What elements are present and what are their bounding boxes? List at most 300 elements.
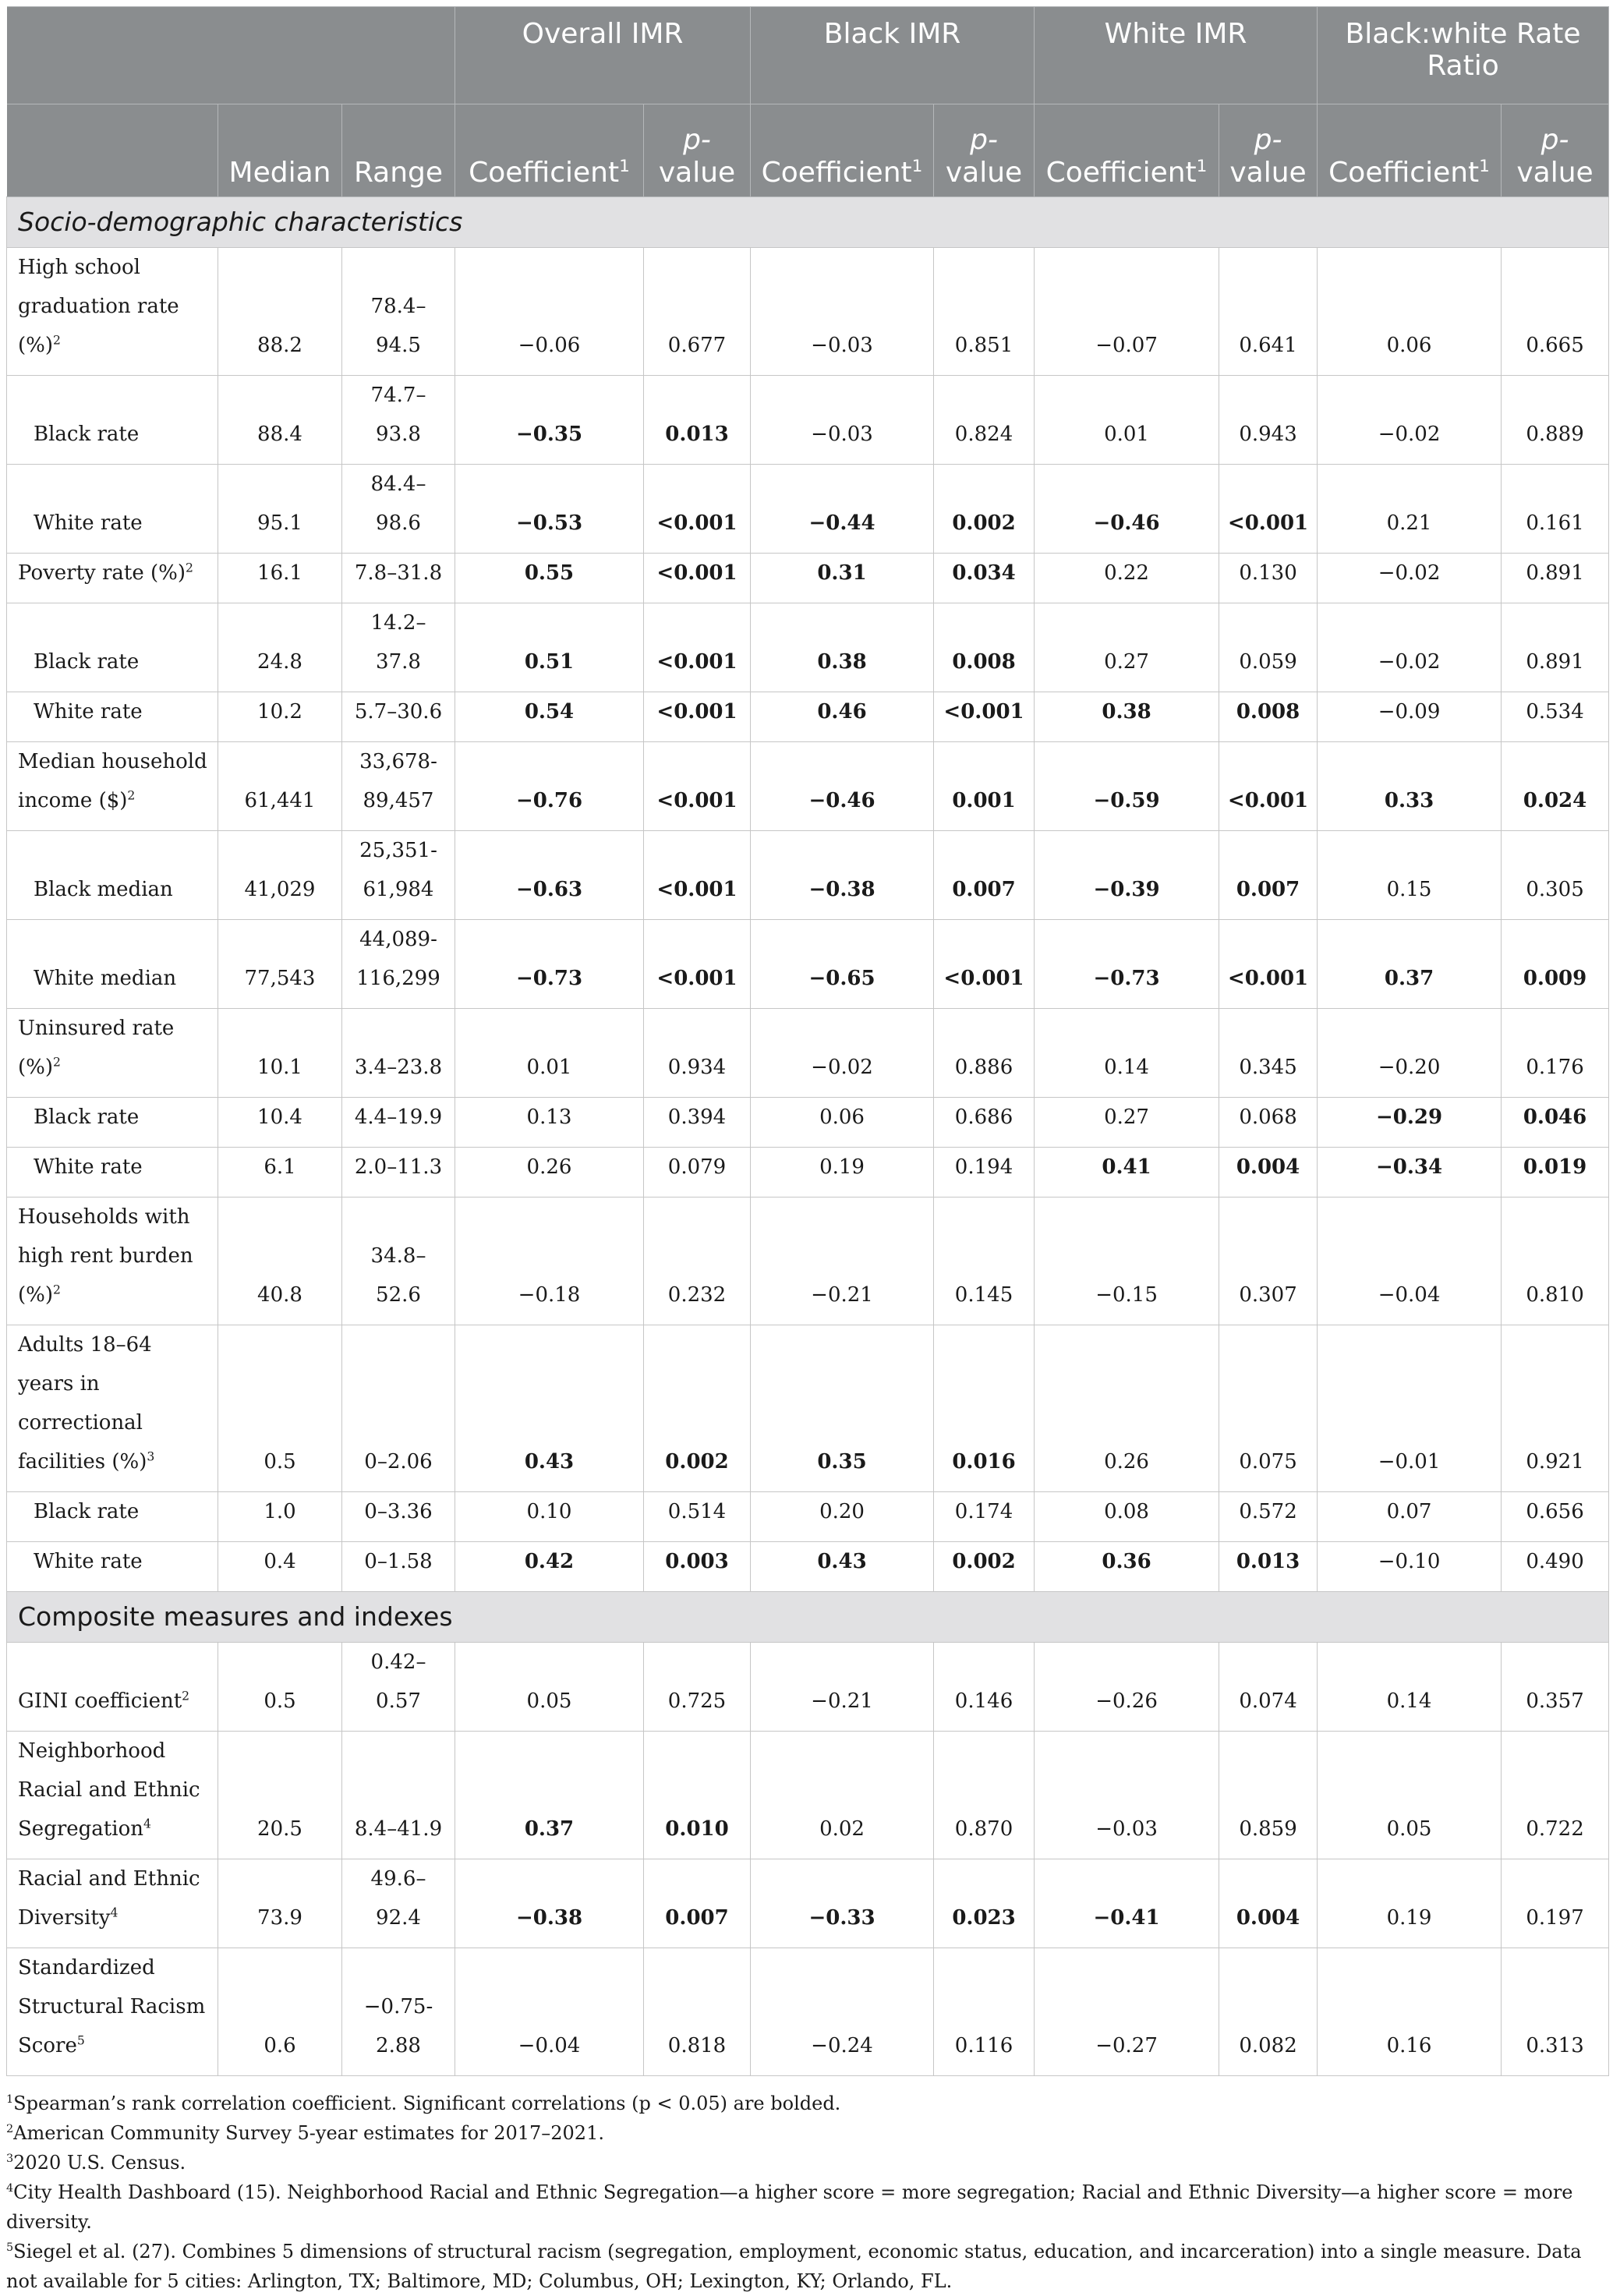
bold-value: <0.001 [656,878,738,901]
pvalue-cell: 0.197 [1502,1859,1609,1948]
median-cell: 10.2 [218,692,342,742]
pvalue-cell: 0.130 [1219,554,1318,603]
pvalue-cell [1219,742,1318,831]
coefficient-cell: 0.02 [751,1732,934,1859]
bold-value: 0.002 [952,511,1016,535]
pvalue-cell: 0.810 [1502,1198,1609,1325]
coefficient-cell [1035,920,1219,1009]
pvalue-cell: 0.194 [934,1148,1035,1198]
median-cell: 0.5 [218,1643,342,1732]
range-cell: 49.6–92.4 [342,1859,455,1948]
row-label-sup: 2 [186,561,193,575]
coefficient-cell [1318,1148,1502,1198]
coefficient-cell: 0.10 [455,1492,644,1542]
range-cell: 78.4–94.5 [342,248,455,376]
pvalue-cell [1219,920,1318,1009]
table-row [7,1492,1609,1542]
footnote-text: Spearman’s rank correlation coefficient. Significant correlations (p < 0.05) are bolded. [13,2093,841,2114]
pvalue-cell [934,831,1035,920]
coefficient-cell: −0.24 [751,1948,934,2076]
bold-value: −0.73 [1093,967,1160,990]
bold-value: 0.016 [952,1450,1016,1473]
range-cell: 74.7–93.8 [342,376,455,465]
bold-value: 0.024 [1523,789,1587,812]
pvalue-cell [1219,692,1318,742]
footnote-text: 2020 U.S. Census. [13,2152,186,2174]
coefficient-cell: 0.21 [1318,465,1502,554]
correlation-table [6,6,1609,2076]
table-row [7,1098,1609,1148]
range-cell: 3.4–23.8 [342,1009,455,1098]
pvalue-cell: 0.146 [934,1643,1035,1732]
pvalue-cell [934,1859,1035,1948]
coefficient-cell [1318,1098,1502,1148]
footnote [6,2148,1608,2177]
pvalue-cell [934,554,1035,603]
coefficient-cell [751,692,934,742]
bold-value: −0.59 [1093,789,1160,812]
pvalue-cell: 0.082 [1219,1948,1318,2076]
coefficient-cell: 0.01 [1035,376,1219,465]
coefficient-cell [751,465,934,554]
coefficient-cell: −0.20 [1318,1009,1502,1098]
coefficient-cell [1318,742,1502,831]
coefficient-cell: −0.07 [1035,248,1219,376]
coefficient-cell: −0.18 [455,1198,644,1325]
bold-value: 0.54 [524,700,575,723]
median-cell: 88.2 [218,248,342,376]
footnote [6,2237,1608,2296]
bold-value: −0.46 [808,789,875,812]
bold-value: 0.002 [665,1450,729,1473]
bold-value: 0.35 [817,1450,867,1473]
range-cell: −0.75-2.88 [342,1948,455,2076]
pvalue-cell: 0.176 [1502,1009,1609,1098]
coefficient-cell: 0.19 [751,1148,934,1198]
coefficient-cell: 0.08 [1035,1492,1219,1542]
row-label [7,920,218,1009]
header-pvalue-rest: value [658,156,736,189]
pvalue-cell: 0.889 [1502,376,1609,465]
bold-value: 0.36 [1102,1550,1151,1573]
median-cell: 95.1 [218,465,342,554]
bold-value: 0.008 [1236,700,1300,723]
bold-value: 0.009 [1523,967,1587,990]
bold-value: 0.33 [1384,789,1434,812]
pvalue-cell: 0.686 [934,1098,1035,1148]
range-cell: 7.8–31.8 [342,554,455,603]
row-label-text: Median household income ($) [18,750,207,812]
coefficient-cell: 0.26 [455,1148,644,1198]
median-cell: 1.0 [218,1492,342,1542]
coefficient-cell [751,554,934,603]
header-range: Range [342,104,455,197]
header-white-imr: White IMR [1035,7,1318,104]
pvalue-cell [1219,1859,1318,1948]
pvalue-cell [1219,1148,1318,1198]
header-coefficient-sup: 1 [1196,156,1208,176]
row-label-text: High school graduation rate (%) [18,256,179,357]
pvalue-cell: 0.818 [644,1948,751,2076]
coefficient-cell [751,1859,934,1948]
bold-value: 0.046 [1523,1106,1587,1129]
bold-value: −0.76 [515,789,583,812]
row-label-sup: 2 [127,788,136,803]
coefficient-cell: −0.02 [1318,603,1502,692]
coefficient-cell [455,376,644,465]
row-label-text: Black rate [34,1500,140,1523]
header-pvalue-p: p- [970,124,998,157]
bold-value: −0.46 [1093,511,1160,535]
range-cell: 0–1.58 [342,1542,455,1592]
row-label-sup: 2 [53,1282,61,1297]
pvalue-cell [934,603,1035,692]
header-pvalue-p: p- [1254,124,1282,157]
pvalue-cell: 0.174 [934,1492,1035,1542]
pvalue-cell: 0.074 [1219,1643,1318,1732]
row-label [7,248,218,376]
row-label-sup: 4 [143,1817,151,1831]
pvalue-cell: 0.116 [934,1948,1035,2076]
row-label-text: Poverty rate (%) [18,561,186,585]
bold-value: −0.73 [515,967,583,990]
pvalue-cell [1502,1148,1609,1198]
range-cell: 84.4–98.6 [342,465,455,554]
bold-value: −0.41 [1093,1906,1160,1930]
row-label [7,1009,218,1098]
row-label-text: Black median [34,878,173,901]
bold-value: 0.013 [1236,1550,1300,1573]
pvalue-cell [644,1859,751,1948]
bold-value: 0.002 [952,1550,1016,1573]
header-coefficient-sup: 1 [911,156,923,176]
coefficient-cell [751,603,934,692]
row-label-text: Adults 18–64 years in correctional facilities (%) [18,1333,152,1473]
median-cell: 10.1 [218,1009,342,1098]
pvalue-cell: 0.345 [1219,1009,1318,1098]
coefficient-cell: −0.09 [1318,692,1502,742]
table-row [7,742,1609,831]
bold-value: 0.43 [817,1550,867,1573]
median-cell: 41,029 [218,831,342,920]
pvalue-cell: 0.859 [1219,1732,1318,1859]
pvalue-cell: 0.677 [644,248,751,376]
pvalue-cell: 0.307 [1219,1198,1318,1325]
bold-value: 0.003 [665,1550,729,1573]
header-coefficient [1318,104,1502,197]
coefficient-cell [1035,831,1219,920]
row-label-text: White rate [34,511,143,535]
coefficient-cell [455,1859,644,1948]
range-cell: 0–3.36 [342,1492,455,1542]
pvalue-cell [1502,920,1609,1009]
pvalue-cell [644,465,751,554]
footnote-marker: 3 [6,2153,14,2165]
coefficient-cell: −0.26 [1035,1643,1219,1732]
row-label-text: Households with high rent burden (%) [18,1205,193,1307]
bold-value: <0.001 [656,700,738,723]
coefficient-cell: 0.14 [1035,1009,1219,1098]
range-cell: 33,678-89,457 [342,742,455,831]
pvalue-cell [1219,465,1318,554]
pvalue-cell [934,465,1035,554]
section-title: Composite measures and indexes [7,1592,1609,1643]
bold-value: −0.33 [808,1906,875,1930]
table-row [7,831,1609,920]
row-label-text: White rate [34,700,143,723]
row-label-text: Racial and Ethnic Diversity [18,1867,200,1930]
pvalue-cell [1502,742,1609,831]
table-container [6,6,1608,2296]
bold-value: 0.46 [817,700,867,723]
coefficient-cell [455,1542,644,1592]
range-cell: 0–2.06 [342,1325,455,1492]
footnote-marker: 1 [6,2093,14,2106]
bold-value: <0.001 [1227,967,1309,990]
pvalue-cell [644,1325,751,1492]
row-label-text: White rate [34,1155,143,1179]
coefficient-cell: −0.06 [455,248,644,376]
range-cell: 4.4–19.9 [342,1098,455,1148]
bold-value: 0.51 [524,650,575,674]
median-cell: 20.5 [218,1732,342,1859]
footnote-marker: 2 [6,2123,14,2135]
median-cell: 0.4 [218,1542,342,1592]
header-pvalue [644,104,751,197]
bold-value: 0.38 [1102,700,1151,723]
row-label-text: Uninsured rate (%) [18,1017,175,1079]
bold-value: 0.007 [665,1906,729,1930]
pvalue-cell: 0.921 [1502,1325,1609,1492]
bold-value: 0.41 [1102,1155,1151,1179]
table-row [7,1948,1609,2076]
row-label-sup: 2 [182,1689,190,1703]
pvalue-cell: 0.891 [1502,554,1609,603]
coefficient-cell: 0.15 [1318,831,1502,920]
header-coefficient-sup: 1 [619,156,630,176]
header-pvalue [1502,104,1609,197]
pvalue-cell: 0.934 [644,1009,751,1098]
bold-value: <0.001 [1227,511,1309,535]
header-pvalue-rest: value [1516,156,1594,189]
row-label-text: GINI coefficient [18,1689,182,1713]
row-label [7,1148,218,1198]
pvalue-cell: 0.722 [1502,1732,1609,1859]
pvalue-cell [934,1325,1035,1492]
pvalue-cell: 0.068 [1219,1098,1318,1148]
bold-value: −0.63 [515,878,583,901]
pvalue-cell [644,603,751,692]
bold-value: <0.001 [656,967,738,990]
pvalue-cell [644,554,751,603]
table-row [7,920,1609,1009]
section-title: Socio-demographic characteristics [7,197,1609,248]
row-label-sup: 2 [53,333,61,348]
bold-value: −0.65 [808,967,875,990]
coefficient-cell [455,742,644,831]
pvalue-cell: 0.357 [1502,1643,1609,1732]
table-row [7,554,1609,603]
row-label [7,1643,218,1732]
coefficient-cell: 0.22 [1035,554,1219,603]
coefficient-cell [455,831,644,920]
bold-value: 0.013 [665,423,729,446]
row-label [7,465,218,554]
pvalue-cell [934,742,1035,831]
coefficient-cell: 0.14 [1318,1643,1502,1732]
pvalue-cell: 0.656 [1502,1492,1609,1542]
header-rate-ratio: Black:white Rate Ratio [1318,7,1609,104]
coefficient-cell [455,692,644,742]
coefficient-cell: 0.20 [751,1492,934,1542]
header-coefficient-text: Coefficient [761,156,912,189]
coefficient-cell [751,831,934,920]
pvalue-cell: 0.572 [1219,1492,1318,1542]
bold-value: 0.004 [1236,1906,1300,1930]
bold-value: −0.38 [808,878,875,901]
median-cell: 0.6 [218,1948,342,2076]
header-label-blank [7,104,218,197]
pvalue-cell: 0.079 [644,1148,751,1198]
pvalue-cell: 0.891 [1502,603,1609,692]
median-cell: 16.1 [218,554,342,603]
range-cell: 2.0–11.3 [342,1148,455,1198]
row-label-text: White median [34,967,177,990]
table-row [7,1198,1609,1325]
coefficient-cell [751,920,934,1009]
header-coefficient-sup: 1 [1479,156,1490,176]
row-label [7,554,218,603]
bold-value: 0.31 [817,561,867,585]
coefficient-cell: 0.27 [1035,1098,1219,1148]
bold-value: 0.001 [952,789,1016,812]
row-label-text: Black rate [34,650,140,674]
coefficient-cell: −0.03 [751,376,934,465]
table-row [7,1859,1609,1948]
pvalue-cell: 0.824 [934,376,1035,465]
pvalue-cell: 0.232 [644,1198,751,1325]
bold-value: 0.43 [524,1450,575,1473]
pvalue-cell [644,692,751,742]
median-cell: 6.1 [218,1148,342,1198]
coefficient-cell: 0.16 [1318,1948,1502,2076]
footnote [6,2118,1608,2148]
table-header [7,7,1609,197]
pvalue-cell: 0.665 [1502,248,1609,376]
row-label [7,831,218,920]
range-cell: 44,089-116,299 [342,920,455,1009]
coefficient-cell: 0.19 [1318,1859,1502,1948]
pvalue-cell: 0.534 [1502,692,1609,742]
bold-value: 0.37 [524,1817,575,1841]
row-label [7,1492,218,1542]
coefficient-cell: −0.21 [751,1198,934,1325]
bold-value: −0.35 [515,423,583,446]
header-group-row [7,7,1609,104]
section-row [7,197,1609,248]
header-black-imr: Black IMR [751,7,1035,104]
pvalue-cell: 0.514 [644,1492,751,1542]
header-median: Median [218,104,342,197]
coefficient-cell: −0.27 [1035,1948,1219,2076]
pvalue-cell: 0.394 [644,1098,751,1148]
range-cell: 8.4–41.9 [342,1732,455,1859]
coefficient-cell: 0.05 [455,1643,644,1732]
table-row [7,248,1609,376]
median-cell: 0.5 [218,1325,342,1492]
table-row [7,1732,1609,1859]
header-coefficient-text: Coefficient [469,156,620,189]
row-label-sup: 2 [53,1055,61,1070]
bold-value: −0.39 [1093,878,1160,901]
row-label-sup: 3 [147,1449,155,1464]
coefficient-cell: 0.07 [1318,1492,1502,1542]
footnote [6,2089,1608,2118]
pvalue-cell: 0.075 [1219,1325,1318,1492]
bold-value: <0.001 [1227,789,1309,812]
median-cell: 77,543 [218,920,342,1009]
row-label [7,1325,218,1492]
range-cell: 14.2–37.8 [342,603,455,692]
coefficient-cell [455,603,644,692]
bold-value: 0.019 [1523,1155,1587,1179]
pvalue-cell: 0.313 [1502,1948,1609,2076]
header-pvalue [934,104,1035,197]
pvalue-cell: 0.161 [1502,465,1609,554]
bold-value: 0.42 [524,1550,575,1573]
median-cell: 88.4 [218,376,342,465]
range-cell: 34.8–52.6 [342,1198,455,1325]
table-row [7,465,1609,554]
table-row [7,603,1609,692]
bold-value: 0.008 [952,650,1016,674]
range-cell: 5.7–30.6 [342,692,455,742]
coefficient-cell: −0.04 [1318,1198,1502,1325]
coefficient-cell: −0.10 [1318,1542,1502,1592]
coefficient-cell: 0.06 [751,1098,934,1148]
footnote-text: City Health Dashboard (15). Neighborhood Racial and Ethnic Segregation—a higher score = more segregation; Racial and Ethnic Diversity—a higher score = more diversity. [6,2181,1573,2233]
header-coefficient-text: Coefficient [1045,156,1197,189]
coefficient-cell [455,554,644,603]
bold-value: 0.010 [665,1817,729,1841]
range-cell: 0.42–0.57 [342,1643,455,1732]
coefficient-cell: 0.06 [1318,248,1502,376]
footnote-marker: 4 [6,2182,14,2195]
pvalue-cell [644,376,751,465]
footnote [6,2177,1608,2237]
coefficient-cell: 0.26 [1035,1325,1219,1492]
coefficient-cell: −0.21 [751,1643,934,1732]
bold-value: −0.29 [1375,1106,1443,1129]
pvalue-cell [1219,1542,1318,1592]
table-row [7,376,1609,465]
range-cell: 25,351-61,984 [342,831,455,920]
coefficient-cell: −0.02 [1318,376,1502,465]
row-label [7,603,218,692]
pvalue-cell [644,920,751,1009]
footnote-text: Siegel et al. (27). Combines 5 dimensions of structural racism (segregation, employment, economic status, education, and incarceration) into a single measure. Data not available for 5 cities: Arlington, TX; Baltimore, MD; Columbus, OH; Lexington, KY; Orlando, FL. [6,2241,1582,2292]
pvalue-cell [644,831,751,920]
coefficient-cell: −0.03 [751,248,934,376]
pvalue-cell: 0.725 [644,1643,751,1732]
median-cell: 24.8 [218,603,342,692]
median-cell: 73.9 [218,1859,342,1948]
header-pvalue [1219,104,1318,197]
header-column-row [7,104,1609,197]
bold-value: <0.001 [656,511,738,535]
coefficient-cell: −0.03 [1035,1732,1219,1859]
coefficient-cell [751,1542,934,1592]
